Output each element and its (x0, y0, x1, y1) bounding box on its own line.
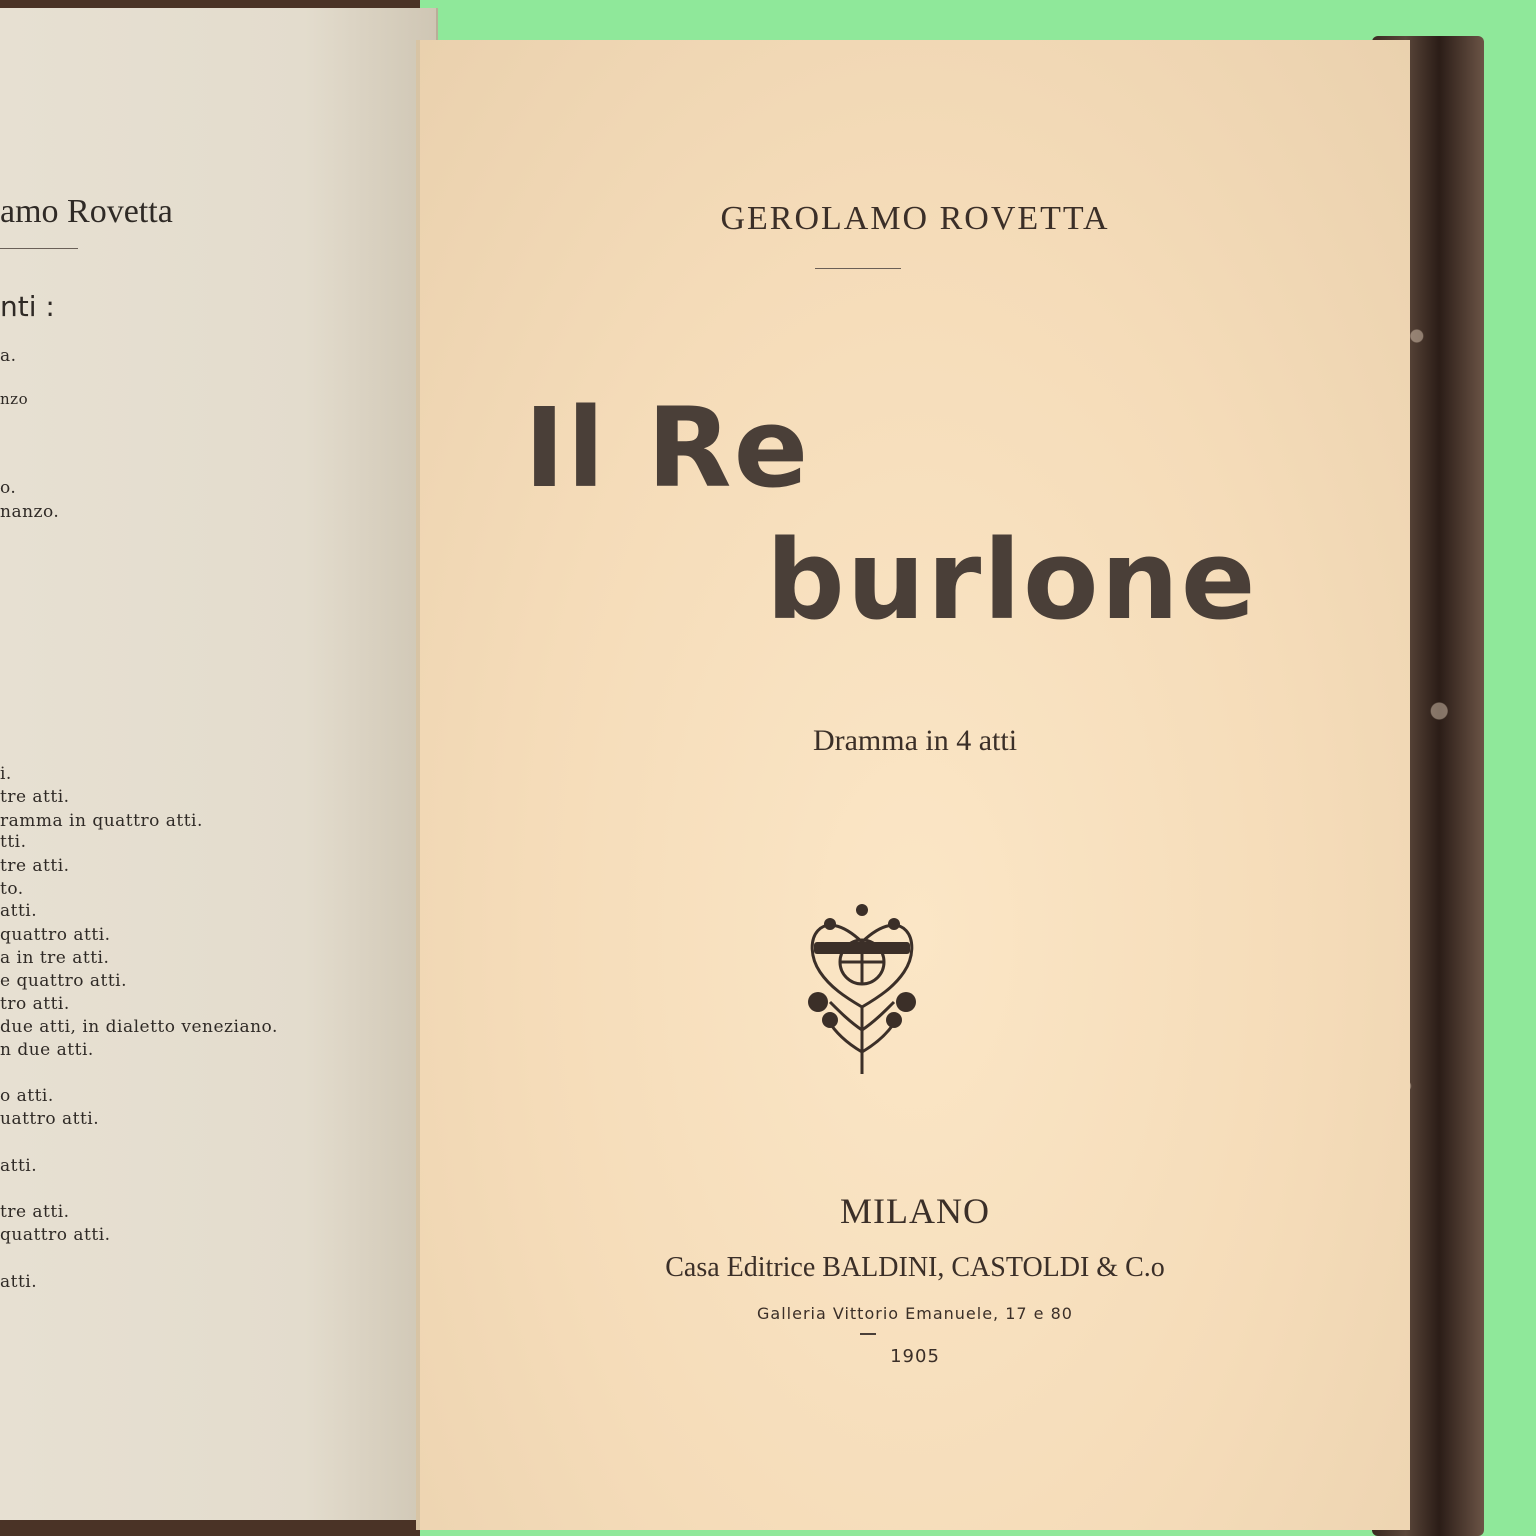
left-page-line: a in tre atti. (0, 948, 110, 968)
publisher-address: Galleria Vittorio Emanuele, 17 e 80 (757, 1304, 1073, 1323)
left-page-line: to. (0, 879, 24, 899)
publisher-emblem-icon (800, 902, 924, 1078)
left-page-line: n due atti. (0, 1040, 94, 1060)
publisher-name: Casa Editrice BALDINI, CASTOLDI & C.o (665, 1252, 1165, 1283)
left-page-line: o. (0, 478, 17, 498)
left-page-line: tre atti. (0, 1202, 70, 1222)
left-page-line: ramma in quattro atti. (0, 811, 203, 831)
left-page-line: quattro atti. (0, 1225, 111, 1245)
left-page-rule (0, 248, 78, 249)
author-name: GEROLAMO ROVETTA (720, 200, 1110, 237)
left-page-line: o atti. (0, 1086, 54, 1106)
left-page-line: atti. (0, 1272, 38, 1292)
left-page-line: a. (0, 346, 17, 366)
book-title-line-2: burlone (766, 516, 1258, 644)
publication-year: 1905 (890, 1346, 940, 1367)
left-page-line: tre atti. (0, 856, 70, 876)
left-page (0, 8, 438, 1520)
left-page-line: tti. (0, 832, 27, 852)
left-page-line: uattro atti. (0, 1109, 100, 1129)
left-page-author: amo Rovetta (0, 193, 173, 230)
left-page-line: i. (0, 764, 12, 784)
address-rule (860, 1333, 876, 1335)
book-title-line-1: Il Re (524, 384, 811, 512)
subtitle: Dramma in 4 atti (812, 724, 1018, 757)
publication-city: MILANO (840, 1191, 990, 1231)
left-page-line: atti. (0, 901, 38, 921)
left-page-heading: nti : (0, 290, 55, 323)
left-page-line: e quattro atti. (0, 971, 127, 991)
left-page-line: tre atti. (0, 787, 70, 807)
left-page-line: atti. (0, 1156, 38, 1176)
left-page-line: nanzo. (0, 502, 60, 522)
left-page-line: due atti, in dialetto veneziano. (0, 1017, 278, 1037)
left-page-line: tro atti. (0, 994, 70, 1014)
title-page (416, 40, 1410, 1530)
author-rule (815, 268, 901, 269)
left-page-line: quattro atti. (0, 925, 111, 945)
left-page-line: nzo (0, 390, 29, 408)
